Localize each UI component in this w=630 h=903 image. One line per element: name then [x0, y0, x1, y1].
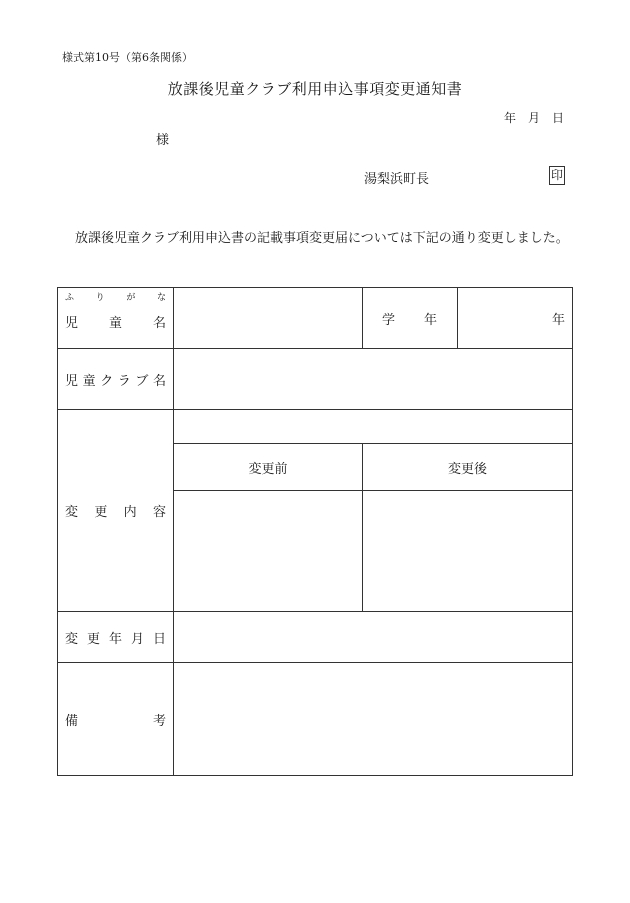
change-content-label-cell	[58, 410, 174, 612]
label-char: 童	[108, 315, 122, 331]
date-line: 年 月 日	[503, 111, 564, 125]
addressee-suffix: 様	[156, 133, 170, 148]
club-name-field[interactable]	[174, 349, 573, 410]
label-char: 名	[152, 373, 166, 389]
label-char: 内	[123, 505, 137, 520]
remarks-label	[65, 710, 166, 729]
change-date-row	[58, 612, 573, 663]
after-field[interactable]	[363, 491, 573, 612]
label-char: 児	[65, 315, 79, 331]
label-char: 年	[423, 312, 437, 328]
furigana-label	[65, 290, 166, 303]
change-item-field[interactable]	[174, 410, 573, 444]
child-name-label	[65, 312, 166, 331]
label-char: 児	[65, 373, 79, 389]
furigana-char: り	[95, 293, 105, 303]
label-char: 更	[94, 505, 108, 520]
label-char: 年	[108, 631, 122, 647]
grade-field[interactable]	[458, 288, 573, 349]
remarks-field[interactable]	[174, 663, 573, 776]
label-char: 名	[152, 315, 166, 331]
change-form-table	[57, 287, 573, 776]
remarks-row	[58, 663, 573, 776]
change-date-label	[65, 628, 166, 647]
label-char: 考	[152, 713, 166, 729]
label-char: 変	[65, 631, 79, 647]
label-char: 更	[86, 631, 100, 647]
label-char: 日	[152, 631, 166, 647]
after-header: 変更後	[363, 444, 573, 491]
furigana-char: な	[156, 293, 166, 303]
document-title: 放課後児童クラブ利用申込事項変更通知書	[167, 80, 463, 98]
label-char: 月	[130, 631, 144, 647]
change-date-field[interactable]	[174, 612, 573, 663]
label-char: ク	[100, 373, 114, 389]
child-name-field[interactable]	[174, 288, 363, 349]
before-header: 変更前	[174, 444, 363, 491]
label-char: 容	[152, 505, 166, 520]
label-char: ブ	[135, 373, 149, 389]
grade-label-cell	[363, 288, 458, 349]
furigana-char: が	[126, 293, 136, 303]
label-char: 学	[382, 312, 396, 328]
label-char: 童	[82, 373, 96, 389]
form-number: 様式第10号（第6条関係）	[62, 51, 193, 64]
change-content-label	[65, 501, 166, 520]
change-date-label-cell	[58, 612, 174, 663]
body-text: 放課後児童クラブ利用申込書の記載事項変更届については下記の通り変更しました。	[75, 231, 569, 246]
child-name-label-cell	[58, 288, 174, 349]
change-content-top-row	[58, 410, 573, 444]
seal-mark: 印	[549, 166, 565, 185]
label-char: 変	[65, 505, 79, 520]
label-char: 備	[65, 713, 79, 729]
club-name-label-cell	[58, 349, 174, 410]
label-char: ラ	[117, 373, 131, 389]
child-name-row	[58, 288, 573, 349]
club-name-row	[58, 349, 573, 410]
remarks-label-cell	[58, 663, 174, 776]
grade-label	[363, 309, 457, 328]
furigana-char: ふ	[65, 293, 75, 303]
before-field[interactable]	[174, 491, 363, 612]
grade-unit: 年	[551, 312, 565, 328]
club-name-label	[65, 370, 166, 389]
issuer-name: 湯梨浜町長	[364, 172, 430, 187]
